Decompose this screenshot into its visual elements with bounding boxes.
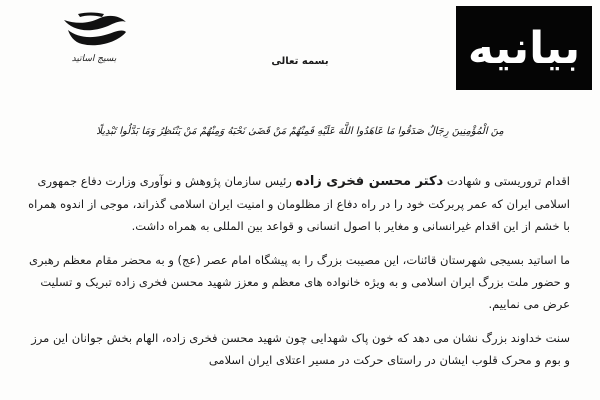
paragraph-1-after: رئیس سازمان پژوهش و نوآوری وزارت دفاع جمهوری اسلامی ایران که عمر پربرکت خود را در راه دفاع از مظلومان و امنیت ایران اسلامی گذراند، موجی از اندوه همراه با خشم از این اقدام غیرانسانی و مغایر با اصول انسانی و قواعد بین المللی به همراه داشت. [28, 174, 570, 233]
paragraph-1 [26, 170, 570, 237]
invocation: بسمه تعالی [271, 56, 329, 67]
statement-body [26, 170, 570, 383]
logo-caption: بسیج اساتید [71, 54, 117, 64]
martyr-name: دکتر محسن فخری زاده [295, 174, 444, 189]
paragraph-3: سنت خداوند بزرگ نشان می دهد که خون پاک شهدایی چون شهید محسن فخری زاده، الهام بخش جوانان این مرز و بوم و محرک قلوب ایشان در راستای حرکت در مسیر اعتلای ایران اسلامی [31, 331, 570, 367]
statement-badge: بیانیه [456, 6, 592, 90]
quran-verse: مِنَ الْمُؤْمِنِینَ رِجَالٌ صَدَقُوا مَا عَاهَدُوا اللَّهَ عَلَیْهِ فَمِنْهُمْ مَنْ قَضَىٰ نَحْبَهُ وَمِنْهُمْ مَنْ یَنْتَظِرُ وَمَا بَدَّلُوا تَبْدِیلًا [96, 126, 504, 137]
paragraph-2: ما اساتید بسیجی شهرستان قائنات، این مصیبت بزرگ را به پیشگاه امام عصر (عج) و به محضر مقام معظم رهبری و حضور ملت بزرگ ایران اسلامی و به ویژه خانواده های معظم و معزز شهید محسن فخری زاده تبریک و تسلیت عرض می نماییم. [28, 253, 570, 311]
basij-teachers-emblem-icon [58, 10, 130, 52]
paragraph-1-before: اقدام تروریستی و شهادت [443, 174, 570, 188]
